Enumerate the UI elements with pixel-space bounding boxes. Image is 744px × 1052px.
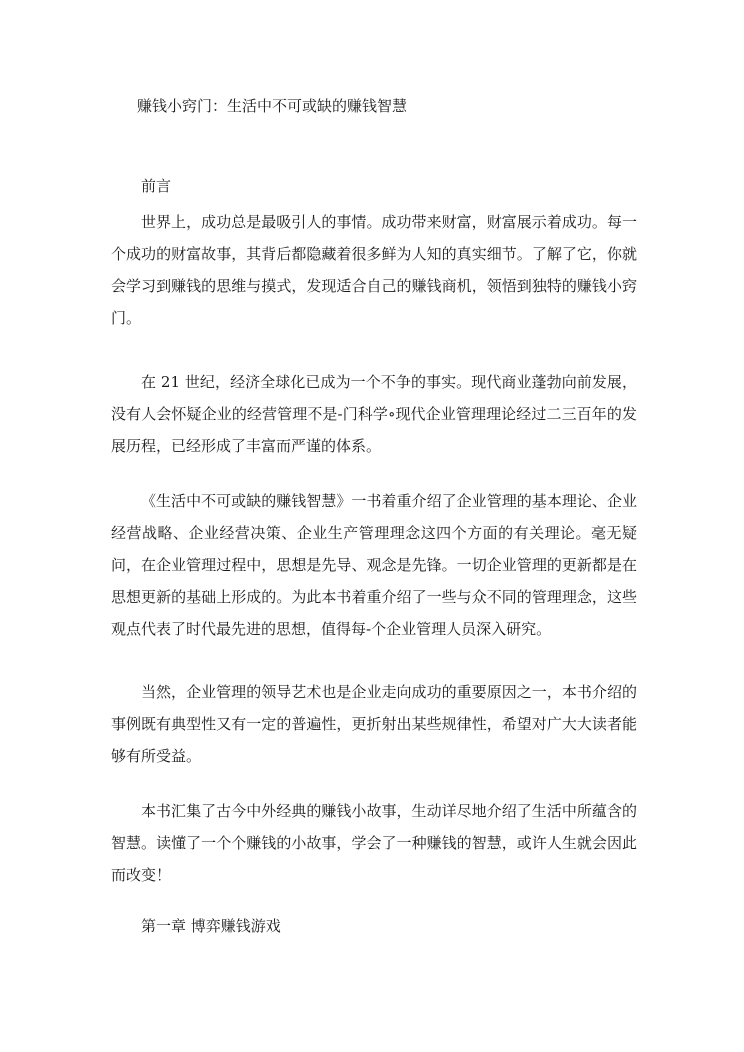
paragraph-4: 当然，企业管理的领导艺术也是企业走向成功的重要原因之一，本书介绍的事例既有典型性又有一定的普遍性，更折射出某些规律性，希望对广大大读者能够有所受益。: [111, 683, 637, 765]
chapter-heading: 第一章 博弈赚钱游戏: [141, 917, 281, 935]
paragraph-1: 世界上，成功总是最吸引人的事情。成功带来财富，财富展示着成功。每一个成功的财富故事，其背后都隐藏着很多鲜为人知的真实细节。了解了它，你就会学习到赚钱的思维与摸式，发现适合自己的赚钱商机，领悟到独特的赚钱小窍门。: [111, 213, 637, 327]
preface-heading: 前言: [141, 177, 172, 195]
document-title: 赚钱小窍门：生活中不可或缺的赚钱智慧: [137, 97, 408, 115]
paragraph-2: 在 21 世纪，经济全球化已成为一个不争的事实。现代商业蓬勃向前发展，没有人会怀疑企业的经营管理不是-门科学∘现代企业管理理论经过二三百年的发展历程，已经形成了丰富而严谨的体系。: [111, 373, 637, 455]
paragraph-5: 本书汇集了古今中外经典的赚钱小故事，生动详尽地介绍了生活中所蕴含的智慧。读懂了一个个赚钱的小故事，学会了一种赚钱的智慧，或许人生就会因此而改变！: [111, 802, 637, 884]
paragraph-3: 《生活中不可或缺的赚钱智慧》一书着重介绍了企业管理的基本理论、企业经营战略、企业经营决策、企业生产管理理念这四个方面的有关理论。毫无疑问，在企业管理过程中，思想是先导、观念是先锋。一切企业管理的更新都是在思想更新的基础上形成的。为此本书着重介绍了一些与众不同的管理理念，这些观点代表了时代最先进的思想，值得每-个企业管理人员深入研究。: [111, 492, 637, 638]
